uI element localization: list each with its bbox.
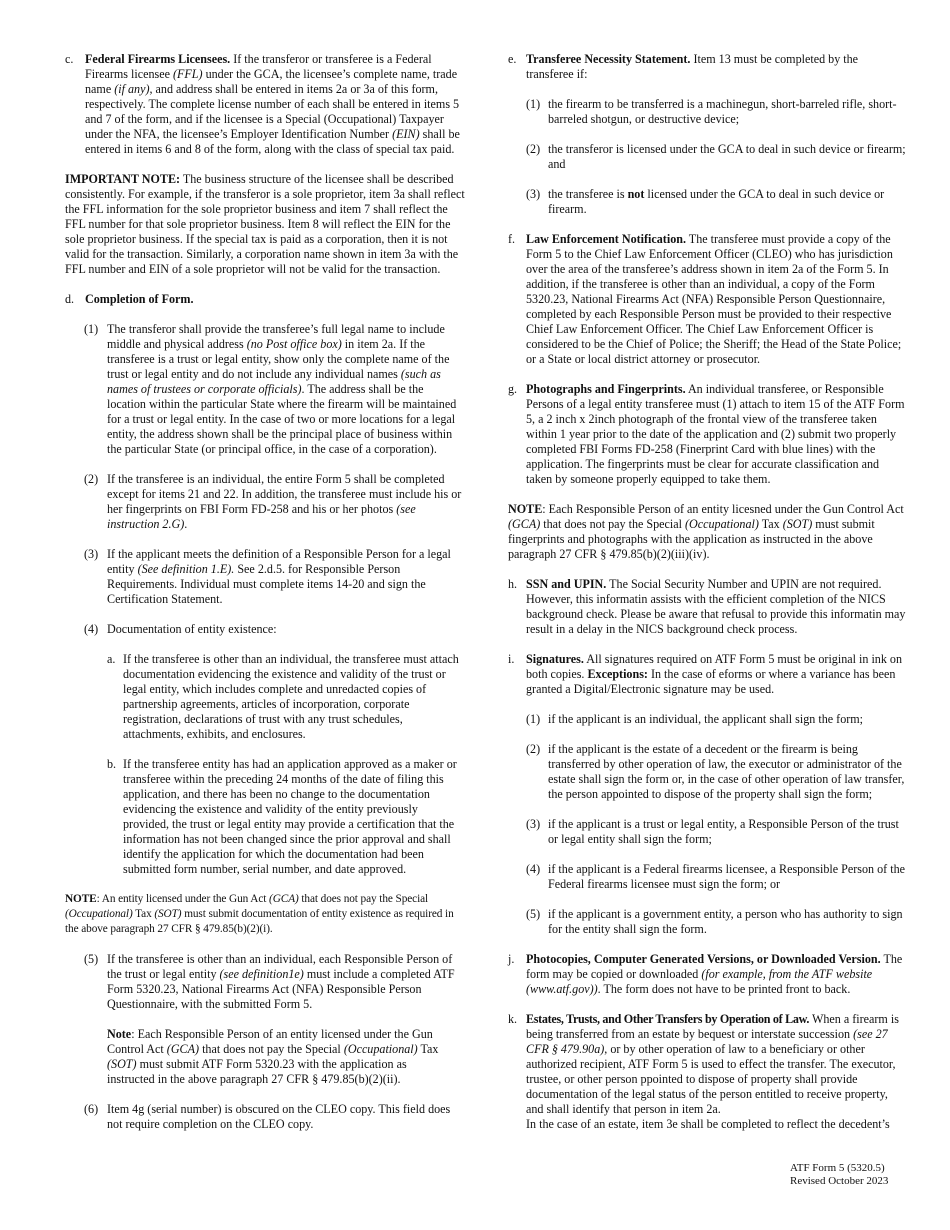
section-label: i. [508, 652, 515, 666]
section-label: d. [65, 292, 75, 306]
item-label: (4) [526, 862, 541, 876]
section-k: k. Estates, Trusts, and Other Transfers by Operation of Law. When a firearm is being transferred from an estate by bequest or interstate succession (see 27 CFR § 479.90a), or by other operation of law to a beneficiary or other authorized recipient, ATF Form 5 is used to effect the transfer. The executor, trustee, or other person ppointed to dispose of property shall provide documentation of the legal status of the person entitled to receive property, and shall identify that person in item 2a. In the case of an estate, item 3e shall be completed to reflect the decedent’s [508, 1012, 899, 1131]
important-note-text: The business structure of the licensee shall be described consistently. For example, if the transferor is a sole proprietor, item 3a shall reflect the FFL information for the sole proprietor business and item 7 shall reflect the FFL number for that sole proprietor business. Item 8 will reflect the EIN for the sole proprietor business. If the special tax is paid as a corporation, then it is not valid for the transaction. Similarly, a corporation name shown in item 3a with the FFL number and EIN of a sole proprietor will not be valid for the transaction. [65, 172, 465, 276]
item-label: (1) [84, 322, 99, 336]
list-item-i4: (4) if the applicant is a Federal firearms licensee, a Responsible Person of the Federal firearms licensee must sign the form; or [526, 862, 905, 891]
item-label: (1) [526, 712, 541, 726]
item-label: (5) [526, 907, 541, 921]
section-c-text: Federal Firearms Licensees. If the transferor or transferee is a Federal Firearms licensee (FFL) under the GCA, the licensee’s complete name, trade name (if any), and address shall be entered in items 2a or 3a of this form, respectively. The complete license number of each shall be entered in items 5 and 7 of the form, and if the licensee is a Special (Occupational) Taxpayer under the NFA, the licensee’s Employer Identification Number (EIN) shall be entered in items 6 and 8 of the form, along with the class of special tax paid. [85, 52, 460, 156]
section-title: Transferee Necessity Statement. [526, 52, 691, 66]
page-footer [790, 1162, 888, 1188]
item-label: (1) [526, 97, 541, 111]
list-item-d1: (1) The transferor shall provide the transferee’s full legal name to include middle and physical address (no Post office box) in item 2a. If the transferee is a trust or legal entity, show only the complete name of the trust or legal entity and do not include any individual names (such as names of trustees or corporate officials). The address shall be the location within the particular State where the firearm will be maintained for a trust or legal entity. In the case of two or more locations for a legal entity, the address shown shall be the principal place of business within the particular State (or principal office, in the case of a corporation). [84, 322, 457, 456]
section-d [65, 292, 465, 307]
section-title: Federal Firearms Licensees. [85, 52, 231, 66]
section-c [65, 52, 465, 157]
list-item-d3: (3) If the applicant meets the definition of a Responsible Person for a legal entity (See definition 1.E). See 2.d.5. for Responsible Person Requirements. Individual must complete items 14-20 and sign the Certification Statement. [84, 547, 451, 606]
list-item-e2: (2) the transferor is licensed under the GCA to deal in such device or firearm; and [526, 142, 906, 171]
section-f: f. Law Enforcement Notification. The transferee must provide a copy of the Form 5 to the Chief Law Enforcement Officer (CLEO) who has jurisdiction over the area of the transferee’s address shown in item 2a of the Form 5. In addition, if the transferee is other than an individual, a copy of the Form 5320.23, National Firearms Act (NFA) Responsible Person Questionnaire, completed by each Responsible Person must be provided to their respective Chief Law Enforcement Officer. The Chief Law Enforcement Officer is considered to be the Chief of Police; the Sheriff; the Head of the State Police; or a State or local district attorney or prosecutor. [508, 232, 902, 366]
list-item-d5: (5) If the transferee is other than an individual, each Responsible Person of the trust or legal entity (see definition1e) must include a completed ATF Form 5320.23, National Firearms Act (NFA) Responsible Person Questionnaire, with the submitted Form 5. Note: Each Responsible Person of an entity licensed under the Gun Control Act (GCA) that does not pay the Special (Occupational) Tax (SOT) must submit ATF Form 5320.23 with the application as instructed in the above paragraph 27 CFR § 479.85(b)(2)(ii). [65, 952, 465, 1087]
list-item-d4: (4) Documentation of entity existence: [84, 622, 277, 636]
left-column [65, 52, 465, 1132]
section-title: Estates, Trusts, and Other Transfers by Operation of Law. [526, 1012, 810, 1026]
item-label: (4) [84, 622, 99, 636]
list-item-i5: (5) if the applicant is a government entity, a person who has authority to sign for the entity shall sign the form. [526, 907, 903, 936]
right-column [508, 52, 908, 1132]
important-note-title: IMPORTANT NOTE: [65, 172, 181, 186]
section-i: i. Signatures. All signatures required on ATF Form 5 must be original in ink on both copies. Exceptions: In the case of eforms or where a variance has been granted a Digital/Electronic signature may be used. [508, 652, 903, 696]
section-e: e. Transferee Necessity Statement. Item 13 must be completed by the transferee if: [508, 52, 859, 81]
section-label: c. [65, 52, 74, 66]
item-label: (2) [526, 742, 541, 756]
item-label: (3) [526, 817, 541, 831]
section-label: j. [508, 952, 515, 966]
item-label: b. [107, 757, 117, 771]
list-item-i3: (3) if the applicant is a trust or legal entity, a Responsible Person of the trust or legal entity shall sign the form; [526, 817, 899, 846]
section-title: Photographs and Fingerprints. [526, 382, 686, 396]
section-title: Photocopies, Computer Generated Versions, or Downloaded Version. [526, 952, 881, 966]
item-label: (3) [84, 547, 99, 561]
list-item-i2: (2) if the applicant is the estate of a decedent or the firearm is being transferred by other operation of law, the executor or administrator of the estate shall sign the form or, in the case of other operation of law transfer, the person appointed to dispose of the property shall sign the form; [526, 742, 905, 801]
responsible-person-note: Note: Each Responsible Person of an entity licensed under the Gun Control Act (GCA) that does not pay the Special (Occupational) Tax (SOT) must submit ATF Form 5320.23 with the application as instructed in the above paragraph 27 CFR § 479.85(b)(2)(ii). [107, 1027, 439, 1086]
sot-note: NOTE: Each Responsible Person of an entity licesned under the Gun Control Act (GCA) that does not pay the Special (Occupational) Tax (SOT) must submit fingerprints and photographs with the application as instructed in the above paragraph 27 CFR § 479.85(b)(2)(iii)(iv). [508, 502, 904, 561]
list-item-d4a: a. If the transferee is other than an individual, the transferee must attach documentation evidencing the existence and validity of the trust or legal entity, which includes complete and unredacted copies of partnership agreements, articles of incorporation, corporate registration, declarations of trust with any trust schedules, attachments, exhibits, and enclosures. [107, 652, 459, 741]
item-label: a. [107, 652, 116, 666]
list-item-d4b: b. If the transferee entity has had an application approved as a maker or transferee within the preceding 24 months of the date of filing this application, and there has been no change to the documentation evidencing the existence and validity of the entity previously provided, the trust or legal entity may provide a certification that the information has not been changed since the prior approval and shall identify the application for which the documentation had been submitted form number, serial number, and date approved. [107, 757, 457, 876]
section-label: h. [508, 577, 518, 591]
revision-date: Revised October 2023 [790, 1175, 889, 1187]
form-number: ATF Form 5 (5320.5) [790, 1162, 885, 1174]
list-item-d2: (2) If the transferee is an individual, the entire Form 5 shall be completed except for items 21 and 22. In addition, the transferee must include his or her fingerprints on FBI Form FD-258 and his or her photos (see instruction 2.G). [84, 472, 462, 531]
section-h: h. SSN and UPIN. The Social Security Number and UPIN are not required. However, this informatin assists with the efficient completion of the NICS background check. Please be aware that refusal to provide this informatin may result in a delay in the NICS background check process. [508, 577, 906, 636]
item-label: (5) [84, 952, 99, 966]
section-label: k. [508, 1012, 518, 1026]
list-item-e1: (1) the firearm to be transferred is a machinegun, short-barreled rifle, short-barreled shotgun, or destructive device; [526, 97, 897, 126]
item-label: (2) [526, 142, 541, 156]
important-note [65, 172, 465, 277]
list-item-d6: (6) Item 4g (serial number) is obscured on the CLEO copy. This field does not require completion on the CLEO copy. [84, 1102, 451, 1131]
section-label: f. [508, 232, 516, 246]
list-item-i1: (1) if the applicant is an individual, the applicant shall sign the form; [526, 712, 864, 726]
section-title: Completion of Form. [85, 292, 194, 306]
list-item-e3: (3) the transferee is not licensed under the GCA to deal in such device or firearm. [526, 187, 885, 216]
section-j: j. Photocopies, Computer Generated Versions, or Downloaded Version. The form may be copied or downloaded (for example, from the ATF website (www.atf.gov)). The form does not have to be printed front to back. [508, 952, 903, 996]
entity-note: NOTE: An entity licensed under the Gun Act (GCA) that does not pay the Special (Occupational) Tax (SOT) must submit documentation of entity existence as required in the above paragraph 27 CFR § 479.85(b)(2)(i). [65, 893, 454, 935]
item-label: (2) [84, 472, 99, 486]
section-title: Signatures. [526, 652, 584, 666]
section-g: g. Photographs and Fingerprints. An individual transferee, or Responsible Persons of a legal entity transferee must (1) attach to item 15 of the ATF Form 5, a 2 inch x 2inch photograph of the frontal view of the transferee taken within 1 year prior to the date of the application and (2) submit two properly completed FBI Forms FD-258 (Finerprint Card with blue lines) with the application. The fingerprints must be clear for accurate classification and taken by someone properly equipped to take them. [508, 382, 905, 486]
section-label: g. [508, 382, 518, 396]
item-label: (6) [84, 1102, 99, 1116]
section-label: e. [508, 52, 517, 66]
section-title: Law Enforcement Notification. [526, 232, 686, 246]
item-label: (3) [526, 187, 541, 201]
section-title: SSN and UPIN. [526, 577, 607, 591]
